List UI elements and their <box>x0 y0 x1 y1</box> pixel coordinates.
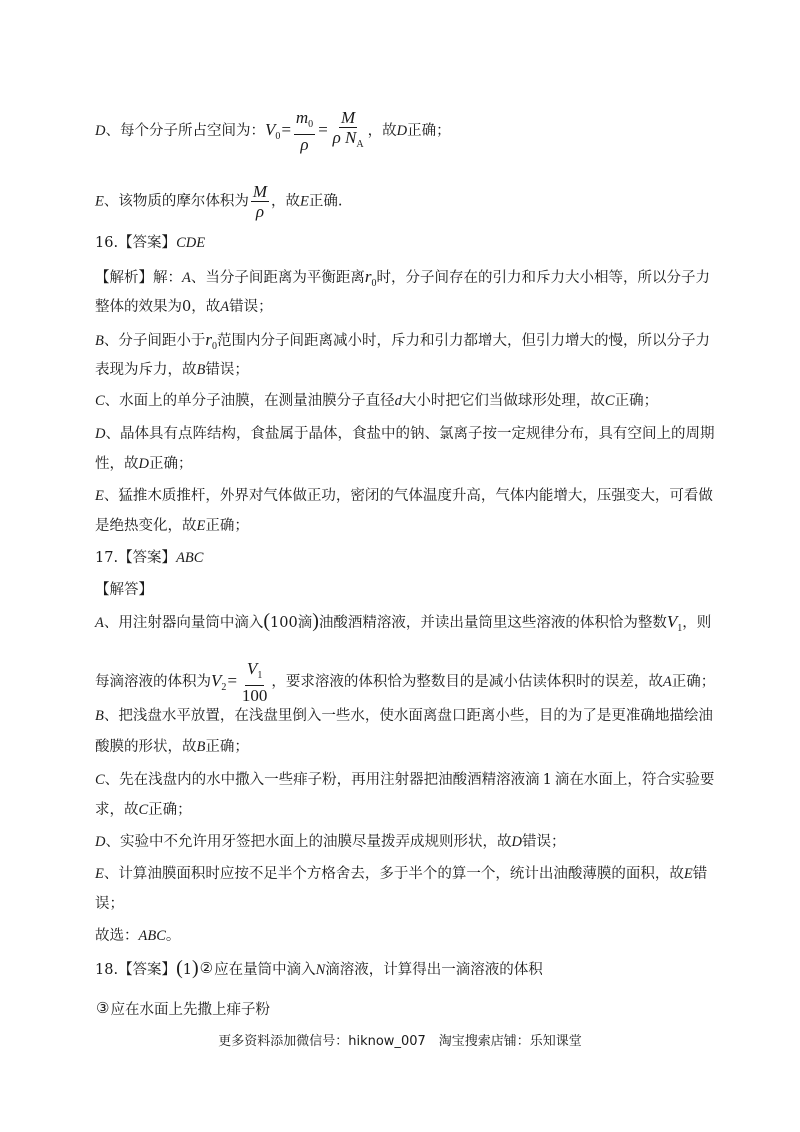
q17-analysis-e-line1: E、计算油膜面积时应按不足半个方格舍去，多于半个的算一个，统计出油酸薄膜的面积，故E错 <box>95 866 708 882</box>
q16-analysis-a-line2: 整体的效果为0，故A错误； <box>95 299 273 315</box>
q17-analysis-c-line1: C、先在浅盘内的水中撒入一些痱子粉，再用注射器把油酸酒精溶液滴 1 滴在水面上，符合实验要 <box>95 772 715 788</box>
q17-analysis-b-line1: B、把浅盘水平放置，在浅盘里倒入一些水，使水面离盘口距离小些，目的为了是更准确地描绘油 <box>95 708 713 724</box>
circled-3: ③ <box>96 1000 110 1017</box>
q16-analysis-e-line1: E、猛推木质推杆，外界对气体做正功，密闭的气体温度升高，气体内能增大，压强变大，可看做 <box>95 488 713 504</box>
q17-analysis-e-line2: 误； <box>95 896 124 912</box>
q18-answer-line2: ③应在水面上先撒上痱子粉 <box>96 1000 270 1018</box>
q16-analysis-a-line1: 【解析】解：A、当分子间距离为平衡距离$r_0$时，分子间存在的引力和斥力大小相等，所以分子力 <box>95 267 710 289</box>
q17-answer-header: 17.【答案】ABC <box>95 550 204 566</box>
q17-analysis-b-line2: 酸膜的形状，故B正确； <box>95 739 249 755</box>
q16-analysis-e-line2: 是绝热变化，故E正确； <box>95 518 249 534</box>
fraction-v1-over-100: $\frac{V_1}{100}$ <box>241 659 268 705</box>
q16-analysis-d-line2: 性，故D正确； <box>95 456 193 472</box>
q17-choose: 故选：ABC。 <box>95 928 181 944</box>
q16-analysis-b-line2: 表现为斥力，故B错误； <box>95 362 249 378</box>
fraction-m-over-rho: $\frac{M}{\rho}$ <box>252 182 268 221</box>
circled-2: ② <box>199 960 214 977</box>
q17-analysis-a-line1: A、用注射器向量筒中滴入(100滴)油酸酒精溶液，并读出量筒里这些溶液的体积恰为整数$V_1$，则 <box>95 610 712 634</box>
q17-analysis-d: D、实验中不允许用牙签把水面上的油膜尽量拨弄成规则形状，故D错误； <box>95 834 566 850</box>
r0-symbol: $r_0$ <box>205 330 217 352</box>
fraction-m-over-rho-na: $\frac{M}{\rho N_A}$ <box>332 108 364 150</box>
page-footer: 更多资料添加微信号：hiknow_007 淘宝搜索店铺：乐知课堂 <box>218 1034 582 1049</box>
q15-option-e: E、该物质的摩尔体积为 $\frac{M}{\rho}$ ，故E正确. <box>95 182 343 221</box>
q17-analysis-a-line2: 每滴溶液的体积为$V_2=$ $\frac{V_1}{100}$ ，要求溶液的体积恰为整数目的是减小估读体积时的误差，故A正确； <box>95 659 716 705</box>
q17-analysis-label: 【解答】 <box>95 582 153 598</box>
q15-option-d: D、每个分子所占空间为：$V_0=$ $\frac{m_0}{\rho}$ = $\frac{M}{\rho N_A}$ ，故D正确； <box>95 108 451 154</box>
v2-symbol: $V_2$ <box>211 671 227 693</box>
v0-symbol: $V_0$ <box>264 120 281 142</box>
q17-analysis-c-line2: 求，故C正确； <box>95 802 192 818</box>
q16-analysis-b-line1: B、分子间距小于$r_0$范围内分子间距离减小时，斥力和引力都增大，但引力增大的慢，所以分子力 <box>95 330 710 352</box>
r0-symbol: $r_0$ <box>364 267 377 289</box>
fraction-m0-over-rho: $\frac{m_0}{\rho}$ <box>295 108 314 154</box>
q18-answer-line1: 18.【答案】(1)②应在量筒中滴入N滴溶液，计算得出一滴溶液的体积 <box>95 957 543 979</box>
v1-symbol: $V_1$ <box>666 612 683 634</box>
q16-answer-header: 16.【答案】CDE <box>95 235 206 251</box>
q16-analysis-d-line1: D、晶体具有点阵结构，食盐属于晶体，食盐中的钠、氯离子按一定规律分布，具有空间上的周期 <box>95 426 715 442</box>
q16-analysis-c: C、水面上的单分子油膜，在测量油膜分子直径d大小时把它们当做球形处理，故C正确； <box>95 393 659 409</box>
